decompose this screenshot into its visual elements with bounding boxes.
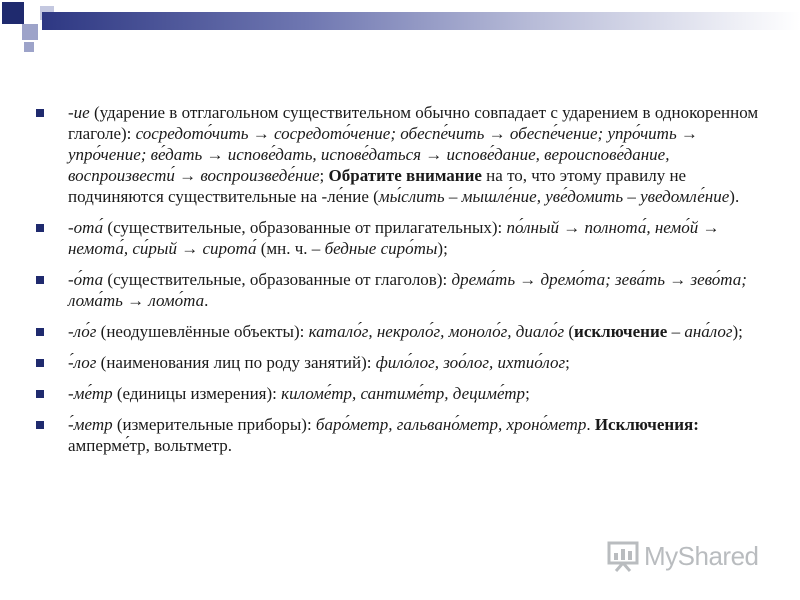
example-text: мы́слить bbox=[378, 187, 445, 206]
rule-text: ); bbox=[437, 239, 448, 258]
example-text: сосредото́чить → сосредото́чение; обеспе́чить → обеспе́чение; упро́чить → упро́чение; ве́дать → испове́дать, испове́даться → испове́дание, вероиспове́дание, воспроизвести́ → воспроизведе́ние bbox=[68, 124, 698, 185]
rule-text: ); bbox=[732, 322, 743, 341]
rule-text: – bbox=[444, 187, 462, 206]
rule-text: ; bbox=[319, 166, 329, 185]
rule-text: – bbox=[667, 322, 685, 341]
example-text: дрема́ть → дремо́та; зева́ть → зево́та; лома́ть → ломо́та bbox=[68, 270, 747, 310]
example-text: по́лный → полнота́, немо́й → немота́, си́рый → сирота́ bbox=[68, 218, 720, 258]
rule-text: (мн. ч. – bbox=[256, 239, 325, 258]
example-text: бедные сиро́ты bbox=[324, 239, 438, 258]
slide-content bbox=[36, 102, 760, 466]
example-text: -ота́ bbox=[68, 218, 104, 237]
example-text: ана́лог bbox=[684, 322, 733, 341]
rule-item bbox=[36, 269, 760, 311]
rule-text: . bbox=[586, 415, 595, 434]
rule-item bbox=[36, 383, 760, 404]
watermark bbox=[606, 536, 766, 576]
bullet-square-icon bbox=[36, 328, 44, 336]
rule-item bbox=[36, 217, 760, 259]
rule-text: ; bbox=[565, 353, 570, 372]
rule-text: ( bbox=[564, 322, 575, 341]
rule-item bbox=[36, 321, 760, 342]
rule-text: ; bbox=[525, 384, 530, 403]
example-text: -о́та bbox=[68, 270, 104, 289]
rule-item bbox=[36, 352, 760, 373]
example-text: киломе́тр, сантиме́тр, дециме́тр bbox=[281, 384, 526, 403]
decor-square bbox=[24, 42, 34, 52]
example-text: -́лог bbox=[68, 353, 97, 372]
example-text: -ме́тр bbox=[68, 384, 113, 403]
rule-text: (неодушевлённые объекты): bbox=[96, 322, 309, 341]
bullet-square-icon bbox=[36, 276, 44, 284]
rule-text: амперме́тр, вольтметр. bbox=[68, 436, 233, 455]
header-gradient-bar bbox=[42, 12, 800, 30]
rules-list bbox=[36, 102, 760, 456]
emphasis-text: Обратите внимание bbox=[328, 166, 482, 185]
example-text: баро́метр, гальвано́метр, хроно́метр bbox=[315, 415, 587, 434]
rule-text: ). bbox=[729, 187, 740, 206]
example-text: -ие bbox=[68, 103, 90, 122]
example-text: уведомле́ние bbox=[640, 187, 730, 206]
rule-text: – bbox=[623, 187, 641, 206]
presentation-board-icon bbox=[606, 539, 640, 573]
example-text: мышле́ние, уве́домить bbox=[461, 187, 624, 206]
decor-square bbox=[2, 2, 24, 24]
emphasis-text: исключение bbox=[574, 322, 668, 341]
bullet-square-icon bbox=[36, 390, 44, 398]
bullet-square-icon bbox=[36, 359, 44, 367]
bullet-square-icon bbox=[36, 224, 44, 232]
rule-text: (измерительные приборы): bbox=[112, 415, 316, 434]
rule-text: (существительные, образованные от прилагательных): bbox=[103, 218, 507, 237]
rule-item bbox=[36, 414, 760, 456]
decor-square bbox=[22, 24, 38, 40]
example-text: -́метр bbox=[68, 415, 113, 434]
rule-text: (наименования лиц по роду занятий): bbox=[96, 353, 376, 372]
example-text: -ло́г bbox=[68, 322, 97, 341]
example-text: фило́лог, зоо́лог, ихтио́лог bbox=[375, 353, 566, 372]
bullet-square-icon bbox=[36, 421, 44, 429]
rule-text: (существительные, образованные от глаголов): bbox=[103, 270, 452, 289]
bullet-square-icon bbox=[36, 109, 44, 117]
rule-text: на то, что этому правилу не подчиняются существительные на -ле́ние ( bbox=[68, 166, 687, 206]
rule-text: . bbox=[204, 291, 209, 310]
example-text: катало́г, некроло́г, моноло́г, диало́г bbox=[308, 322, 565, 341]
rule-text: (ударение в отглагольном существительном обычно совпадает с ударением в однокоренном глаголе): bbox=[68, 103, 759, 143]
emphasis-text: Исключения: bbox=[594, 415, 699, 434]
watermark-text: MyShared bbox=[644, 540, 759, 571]
rule-item bbox=[36, 102, 760, 207]
rule-text: (единицы измерения): bbox=[112, 384, 282, 403]
